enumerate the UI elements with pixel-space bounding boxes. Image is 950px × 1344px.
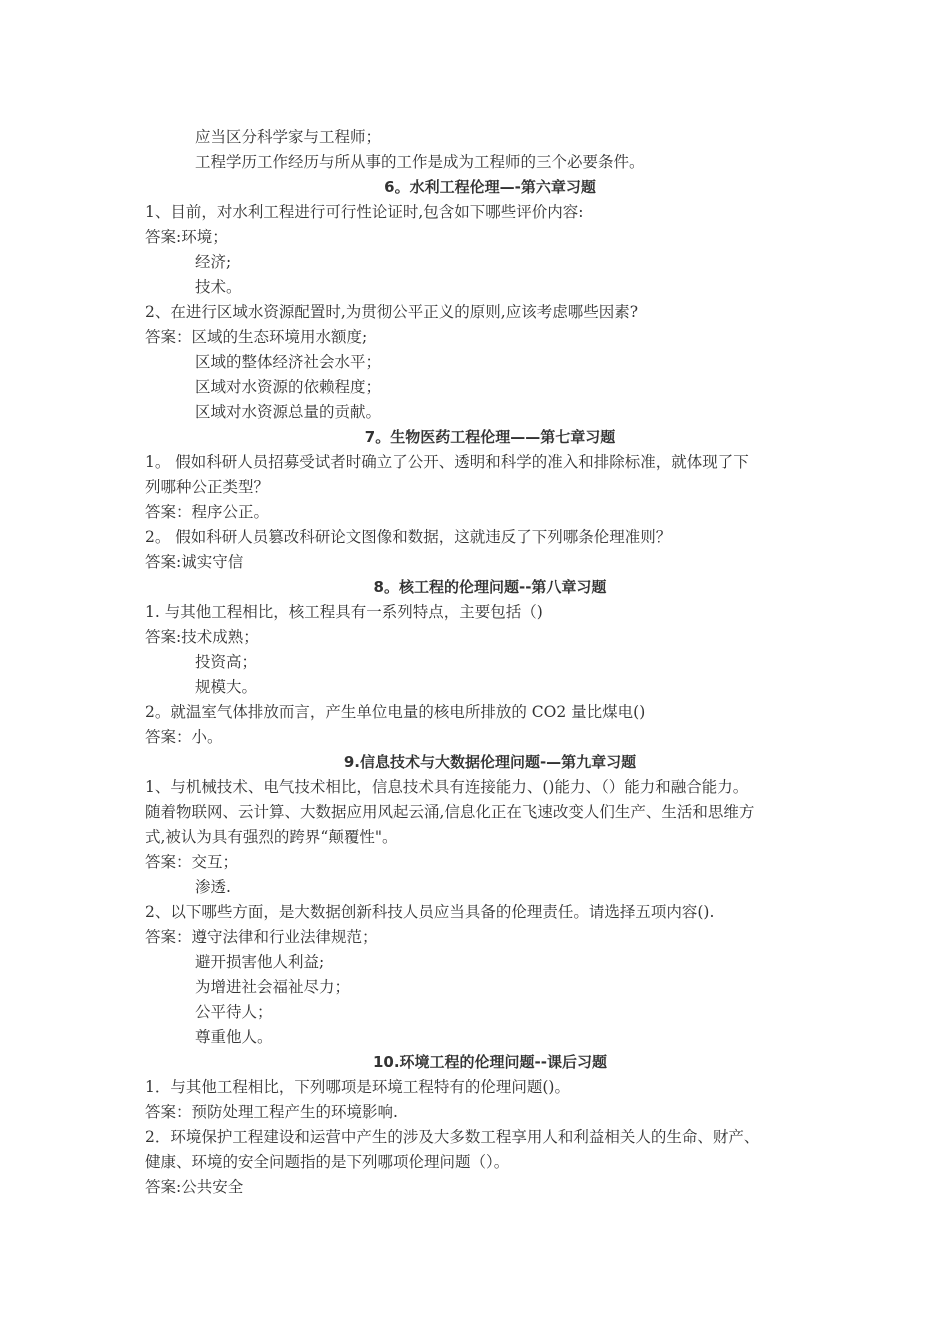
question-line: 1. 与其他工程相比，核工程具有一系列特点，主要包括（) [145,603,543,621]
question-line: 1、与机械技术、电气技术相比，信息技术具有连接能力、()能力、（）能力和融合能力。 [145,778,749,796]
answer-line: 答案:环境； [145,228,228,246]
question-line: 1、目前，对水利工程进行可行性论证时,包含如下哪些评价内容: [145,203,584,221]
answer-item: 为增进社会福祉尽力； [195,978,351,996]
answer-item: 经济; [195,253,232,271]
question-line: 1．与其他工程相比，下列哪项是环境工程特有的伦理问题()。 [145,1078,570,1096]
section-heading: 8。核工程的伦理问题--第八章习题 [373,578,607,596]
question-line: 式,被认为具有强烈的跨界“颠覆性"。 [145,828,398,846]
document-body [145,125,835,1200]
question-line: 2。就温室气体排放而言，产生单位电量的核电所排放的 CO2 量比煤电() [145,703,646,721]
answer-line: 答案：小。 [145,728,223,746]
answer-line: 答案：遵守法律和行业法律规范； [145,928,378,946]
question-line: 2、以下哪些方面，是大数据创新科技人员应当具备的伦理责任。请选择五项内容(). [145,903,715,921]
question-line: 1。 假如科研人员招募受试者时确立了公开、透明和科学的准入和排除标准，就体现了下 [145,453,749,471]
question-line: 2。 假如科研人员篡改科研论文图像和数据，这就违反了下列哪条伦理准则？ [145,528,672,546]
answer-line: 答案：预防处理工程产生的环境影响. [145,1103,398,1121]
answer-item: 技术。 [195,278,242,296]
text-line: 应当区分科学家与工程师； [195,128,382,146]
answer-item: 避开损害他人利益; [195,953,325,971]
answer-item: 渗透. [195,878,231,896]
section-heading: 9.信息技术与大数据伦理问题-—第九章习题 [343,753,637,771]
answer-line: 答案：程序公正。 [145,503,270,521]
answer-item: 尊重他人。 [195,1028,273,1046]
question-line: 随着物联网、云计算、大数据应用风起云涌,信息化正在飞速改变人们生产、生活和思维方 [145,803,755,821]
answer-item: 规模大。 [195,678,258,696]
section-heading: 10.环境工程的伦理问题--课后习题 [372,1053,608,1071]
question-line: 2．环境保护工程建设和运营中产生的涉及大多数工程享用人和利益相关人的生命、财产、 [145,1128,760,1146]
answer-item: 区域对水资源总量的贡献。 [195,403,382,421]
answer-line: 答案:诚实守信 [145,553,244,571]
answer-item: 区域的整体经济社会水平； [195,353,382,371]
answer-item: 区域对水资源的依赖程度； [195,378,382,396]
section-heading: 6。水利工程伦理—-第六章习题 [384,178,596,196]
answer-line: 答案：交互； [145,853,239,871]
answer-item: 公平待人； [195,1003,273,1021]
answer-line: 答案：区域的生态环境用水额度; [145,328,368,346]
answer-line: 答案:公共安全 [145,1178,244,1196]
text-line: 工程学历工作经历与所从事的工作是成为工程师的三个必要条件。 [195,153,645,171]
question-line: 健康、环境的安全问题指的是下列哪项伦理问题（）。 [145,1153,510,1171]
question-line: 列哪种公正类型？ [145,478,270,496]
section-heading: 7。生物医药工程伦理——第七章习题 [364,428,616,446]
answer-line: 答案:技术成熟； [145,628,259,646]
question-line: 2、在进行区域水资源配置时,为贯彻公平正义的原则,应该考虑哪些因素? [145,303,639,321]
answer-item: 投资高； [195,653,258,671]
